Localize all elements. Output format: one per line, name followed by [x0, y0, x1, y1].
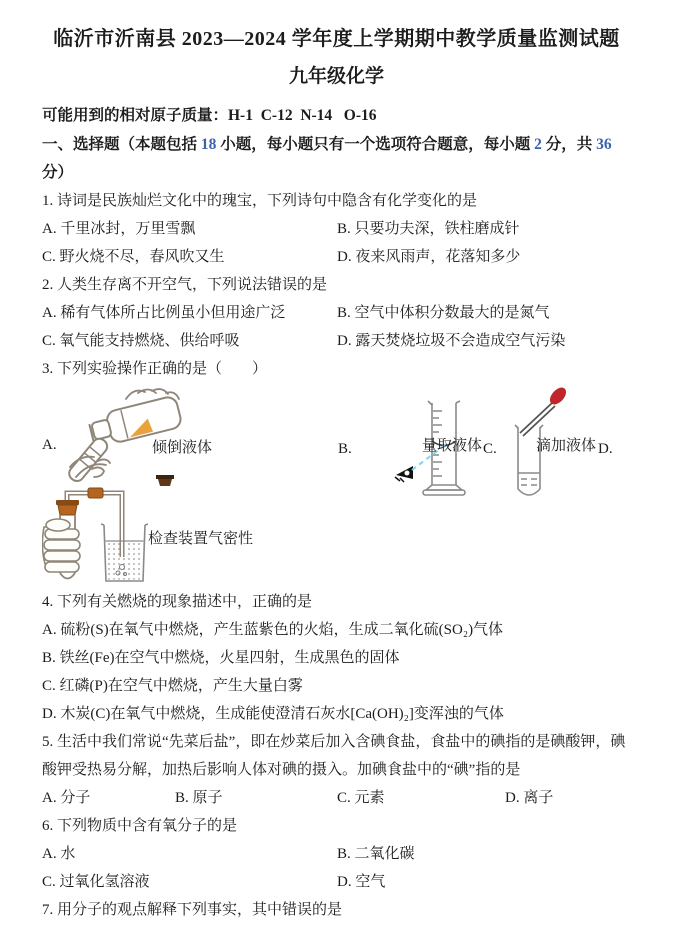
question-6-options-row-2 [42, 868, 631, 896]
question-3-figures [42, 383, 631, 588]
section-seg1: 一、选择题（本题包括 [42, 136, 201, 153]
section-seg4: 分） [42, 136, 616, 181]
rubber-connector [88, 488, 103, 498]
question-1-options-row-1 [42, 215, 631, 243]
question-6-stem: 6. 下列物质中含有氧分子的是 [42, 818, 238, 834]
question-6-options-row-1 [42, 840, 631, 868]
dropper [520, 385, 569, 436]
question-3-option-b-label: B. [338, 441, 352, 457]
question-3-option-c-label: C. [483, 441, 497, 457]
question-6-option-a: A. 水 [42, 846, 76, 862]
question-5-option-c: C. 元素 [337, 790, 385, 806]
eye-icon [395, 466, 413, 482]
question-3-option-a-label: A. [42, 437, 57, 453]
section-question-count: 18 [200, 136, 217, 153]
question-1-option-c: C. 野火烧不尽，春风吹又生 [42, 249, 225, 265]
question-4-option-d: D. 木炭(C)在氧气中燃烧，生成能使澄清石灰水[Ca(OH)₂]变浑浊的气体 [42, 706, 504, 722]
page-title: 临沂市沂南县 2023—2024 学年度上学期期中教学质量监测试题 [53, 28, 620, 50]
question-1-stem: 1. 诗词是民族灿烂文化中的瑰宝，下列诗句中隐含有化学变化的是 [42, 193, 478, 209]
question-6-option-b: B. 二氧化碳 [337, 846, 415, 862]
question-4-option-c: C. 红磷(P)在空气中燃烧，产生大量白雾 [42, 678, 303, 694]
pour-liquid-figure [68, 383, 200, 489]
question-5-stem: 5. 生活中我们常说“先菜后盐”，即在炒菜后加入含碘食盐，食盐中的碘指的是碘酸钾，碘酸钾受热易分解，加热后影响人体对碘的摄入。加碘食盐中的“碘”指的是 [42, 734, 626, 778]
question-4-option-a: A. 硫粉(S)在氧气中燃烧，产生蓝紫色的火焰，生成二氧化硫(SO₂)气体 [42, 622, 504, 638]
question-4-stem: 4. 下列有关燃烧的现象描述中，正确的是 [42, 594, 313, 610]
question-2-options-row-1 [42, 299, 631, 327]
section-seg3: 分，共 [541, 136, 597, 153]
question-1-option-d: D. 夜来风雨声，花落知多少 [337, 249, 521, 265]
question-4-option-b: B. 铁丝(Fe)在空气中燃烧，火星四射，生成黑色的固体 [42, 650, 400, 666]
question-5-option-a: A. 分子 [42, 790, 91, 806]
question-3-stem: 3. 下列实验操作正确的是（ ） [42, 361, 268, 377]
question-5-options-row [42, 784, 631, 812]
question-1-option-a: A. 千里冰封，万里雪飘 [42, 221, 196, 237]
question-2-option-b: B. 空气中体积分数最大的是氮气 [337, 305, 550, 321]
test-tube-held [68, 436, 110, 484]
question-2-stem: 2. 人类生存离不开空气，下列说法错误的是 [42, 277, 328, 293]
section-1-header [42, 131, 631, 187]
question-1-option-b: B. 只要功夫深，铁柱磨成针 [337, 221, 520, 237]
question-6-option-d: D. 空气 [337, 874, 386, 890]
section-points-total: 36 [596, 136, 612, 153]
section-seg2: 小题，每小题只有一个选项符合题意，每小题 [216, 136, 535, 153]
water [106, 541, 144, 580]
question-2-option-d: D. 露天焚烧垃圾不会造成空气污染 [337, 333, 566, 349]
question-1-options-row-2 [42, 243, 631, 271]
question-3-option-d-caption: 检查装置气密性 [148, 531, 254, 547]
question-2-option-a: A. 稀有气体所占比例虽小但用途广泛 [42, 305, 286, 321]
question-2-options-row-2 [42, 327, 631, 355]
bottle-stopper [156, 475, 174, 486]
question-2-option-c: C. 氧气能支持燃烧、供给呼吸 [42, 333, 240, 349]
question-5-option-b: B. 原子 [175, 790, 223, 806]
rubber-stopper [58, 505, 77, 515]
page-subtitle: 九年级化学 [288, 66, 384, 87]
question-3-option-a-caption: 倾倒液体 [152, 440, 213, 456]
question-7-stem: 7. 用分子的观点解释下列事实，其中错误的是 [42, 902, 343, 918]
air-tightness-figure [42, 487, 148, 591]
question-6-option-c: C. 过氧化氢溶液 [42, 874, 150, 890]
question-3-option-c-caption: 滴加液体 [536, 438, 597, 454]
question-5-option-d: D. 离子 [505, 790, 554, 806]
question-3-option-d-label: D. [598, 441, 613, 457]
atomic-mass-line: 可能用到的相对原子质量：H-1 C-12 N-14 O-16 [42, 107, 377, 124]
section-points-each: 2 [534, 136, 542, 153]
question-3-option-b-caption: 量取液体 [422, 438, 483, 454]
